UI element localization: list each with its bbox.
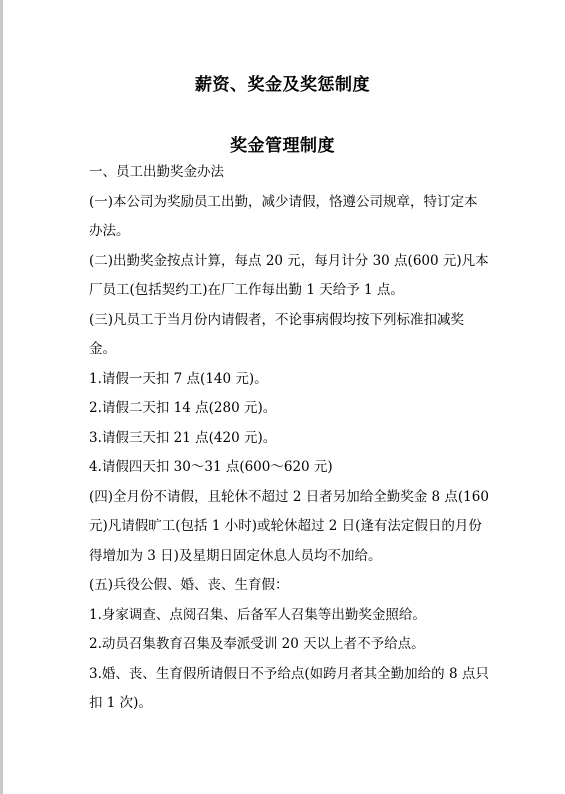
paragraph: (二)出勤奖金按点计算，每点 20 元，每月计分 30 点(600 元)凡本厂员工(包括契约工)在厂工作每出勤 1 天给予 1 点。 (89, 252, 489, 298)
section-title: 奖金管理制度 (230, 136, 335, 156)
document-body (89, 158, 489, 719)
list-item: 2.动员召集教育召集及奉派受训 20 天以上者不予给点。 (89, 636, 425, 652)
list-item: 1.请假一天扣 7 点(140 元)。 (89, 370, 268, 387)
list-item: 2.请假二天扣 14 点(280 元)。 (89, 400, 277, 416)
paragraph: (三)凡员工于当月份内请假者，不论事病假均按下列标准扣减奖金。 (89, 311, 465, 357)
paragraph-heading: 一、员工出勤奖金办法 (89, 164, 224, 180)
list-item: 3.请假三天扣 21 点(420 元)。 (89, 429, 277, 446)
list-item: 3.婚、丧、生育假所请假日不予给点(如跨月者其全勤加给的 8 点只扣 1 次)。 (89, 665, 489, 711)
page-edge (0, 0, 3, 794)
paragraph: (五)兵役公假、婚、丧、生育假： (89, 577, 289, 593)
list-item: 1.身家调查、点阅召集、后备军人召集等出勤奖金照给。 (89, 606, 426, 623)
paragraph: (一)本公司为奖励员工出勤，减少请假，恪遵公司规章，特订定本办法。 (89, 193, 478, 239)
document-title: 薪资、奖金及奖惩制度 (195, 75, 370, 95)
paragraph: (四)全月份不请假，且轮休不超过 2 日者另加给全勤奖金 8 点(160 元)凡请假旷工(包括 1 小时)或轮休超过 2 日(逢有法定假日的月份得增加为 3 日)及星期日固定休息人员均不加给。 (89, 488, 489, 564)
list-item: 4.请假四天扣 30～31 点(600～620 元) (89, 459, 333, 475)
